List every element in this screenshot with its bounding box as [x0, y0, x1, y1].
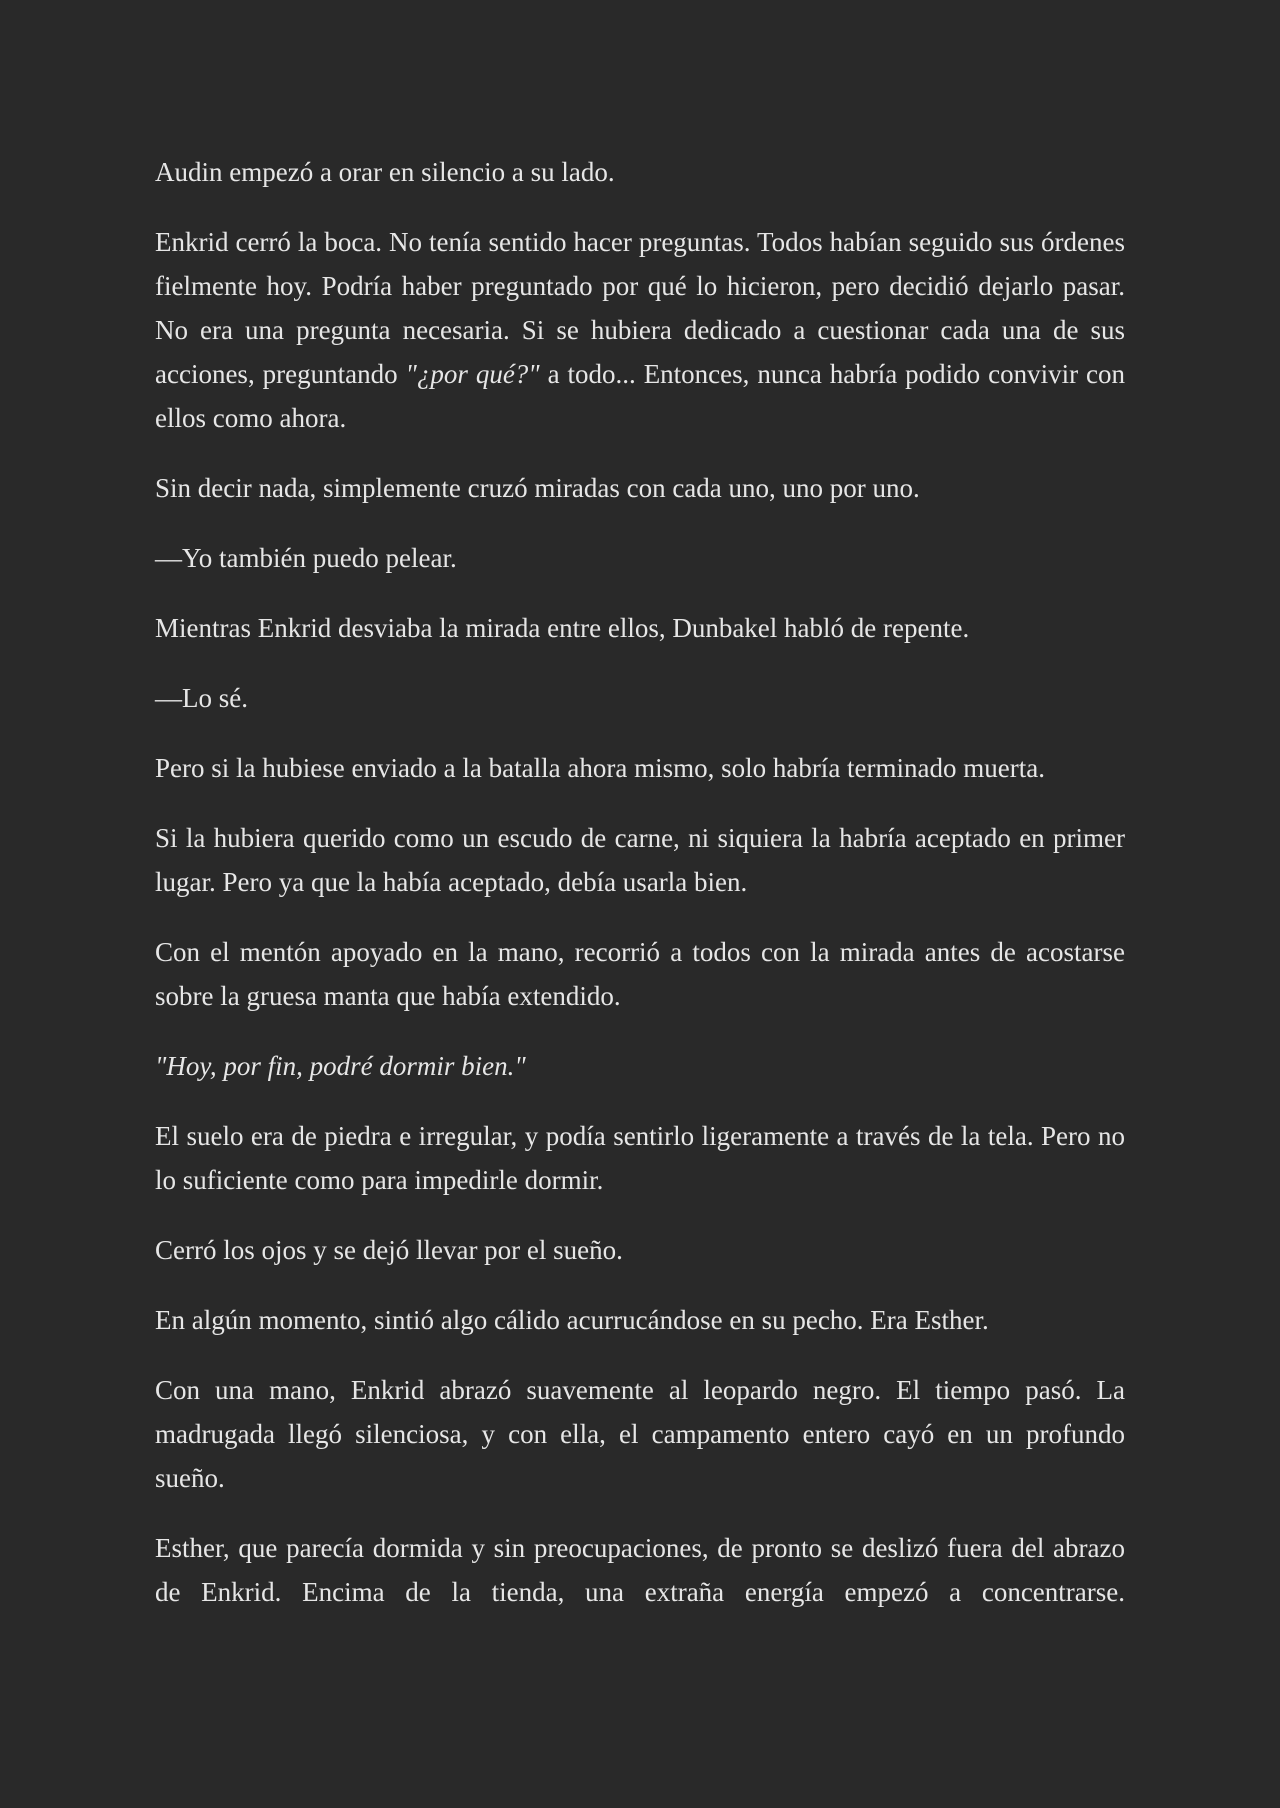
paragraph: Esther, que parecía dormida y sin preocupaciones, de pronto se deslizó fuera del abrazo de Enkrid. Encima de la tienda, una extraña energía empezó a concentrarse. [155, 1533, 1125, 1607]
paragraph: Audin empezó a orar en silencio a su lado. [155, 157, 615, 187]
italic-thought: "Hoy, por fin, podré dormir bien." [155, 1051, 526, 1081]
dialogue-line: —Lo sé. [155, 683, 248, 713]
paragraph: En algún momento, sintió algo cálido acurrucándose en su pecho. Era Esther. [155, 1305, 989, 1335]
thought-line [155, 1044, 1125, 1088]
paragraph: Si la hubiera querido como un escudo de carne, ni siquiera la habría aceptado en primer lugar. Pero ya que la había aceptado, debía usarla bien. [155, 823, 1125, 897]
italic-thought: "¿por qué?" [405, 359, 540, 389]
dialogue-line: —Yo también puedo pelear. [155, 543, 457, 573]
chapter-text [155, 150, 1125, 1614]
paragraph: Con el mentón apoyado en la mano, recorrió a todos con la mirada antes de acostarse sobre la gruesa manta que había extendido. [155, 937, 1125, 1011]
paragraph: Sin decir nada, simplemente cruzó miradas con cada uno, uno por uno. [155, 473, 920, 503]
paragraph-text: a todo... Entonces, nunca habría podido convivir con ellos como ahora. [155, 359, 1125, 433]
paragraph: Pero si la hubiese enviado a la batalla ahora mismo, solo habría terminado muerta. [155, 753, 1045, 783]
paragraph: Cerró los ojos y se dejó llevar por el sueño. [155, 1235, 623, 1265]
paragraph: Con una mano, Enkrid abrazó suavemente al leopardo negro. El tiempo pasó. La madrugada llegó silenciosa, y con ella, el campamento entero cayó en un profundo sueño. [155, 1375, 1125, 1493]
paragraph-text: Enkrid cerró la boca. No tenía sentido hacer preguntas. Todos habían seguido sus órdenes fielmente hoy. Podría haber preguntado por qué lo hicieron, pero decidió dejarlo pasar. No era una pregunta necesaria. Si se hubiera dedicado a cuestionar cada una de sus acciones, preguntando [155, 227, 1125, 389]
paragraph: El suelo era de piedra e irregular, y podía sentirlo ligeramente a través de la tela. Pero no lo suficiente como para impedirle dormir. [155, 1121, 1125, 1195]
paragraph [155, 220, 1125, 440]
paragraph: Mientras Enkrid desviaba la mirada entre ellos, Dunbakel habló de repente. [155, 613, 970, 643]
